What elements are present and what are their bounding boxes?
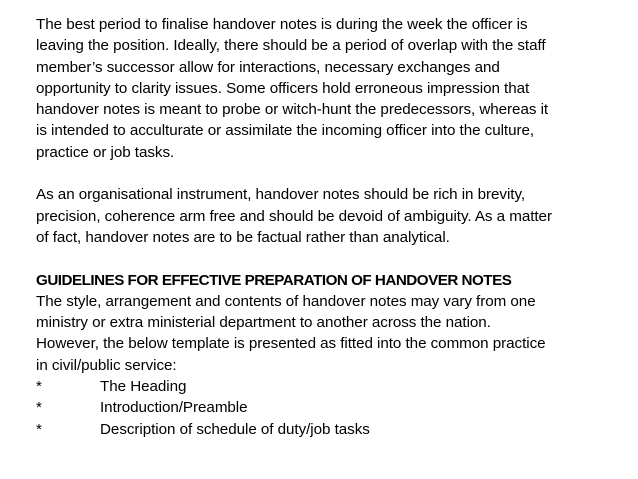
text-line: of fact, handover notes are to be factual rather than analytical. [36, 228, 450, 246]
list-item [36, 397, 626, 418]
paragraph-handover-timing [36, 14, 626, 163]
bullet-asterisk: * [36, 399, 42, 417]
text-line: handover notes is meant to probe or witch-hunt the predecessors, whereas it [36, 101, 549, 119]
text-line: member’s successor allow for interactions, necessary exchanges and [36, 58, 500, 76]
bullet-asterisk: * [36, 378, 42, 396]
bullet-asterisk: * [36, 420, 42, 438]
text-line: opportunity to clarity issues. Some officers hold erroneous impression that [36, 79, 530, 97]
text-line: The best period to finalise handover notes is during the week the officer is [36, 16, 528, 33]
paragraph-instrument-qualities [36, 184, 626, 248]
list-item-text: The Heading [100, 378, 187, 396]
text-line: However, the below template is presented as fitted into the common practice [36, 335, 546, 353]
text-line: leaving the position. Ideally, there should be a period of overlap with the staff [36, 37, 546, 55]
section-heading [36, 270, 626, 291]
document-page [36, 14, 626, 440]
paragraph-spacer [36, 163, 626, 184]
list-item [36, 376, 626, 397]
paragraph-guidelines [36, 291, 626, 376]
text-line: practice or job tasks. [36, 143, 175, 161]
text-line: As an organisational instrument, handover notes should be rich in brevity, [36, 186, 526, 204]
list-item-text: Description of schedule of duty/job tasks [100, 420, 370, 438]
text-line: is intended to acculturate or assimilate the incoming officer into the culture, [36, 122, 535, 140]
section-heading-text: GUIDELINES FOR EFFECTIVE PREPARATION OF HANDOVER NOTES [36, 271, 512, 289]
paragraph-spacer [36, 248, 626, 269]
text-line: The style, arrangement and contents of handover notes may vary from one [36, 292, 536, 310]
list-item-text: Introduction/Preamble [100, 399, 248, 417]
text-line: in civil/public service: [36, 356, 177, 374]
template-bullet-list [36, 376, 626, 440]
text-line: ministry or extra ministerial department to another across the nation. [36, 314, 491, 332]
text-line: precision, coherence arm free and should be devoid of ambiguity. As a matter [36, 207, 552, 225]
list-item [36, 419, 626, 440]
